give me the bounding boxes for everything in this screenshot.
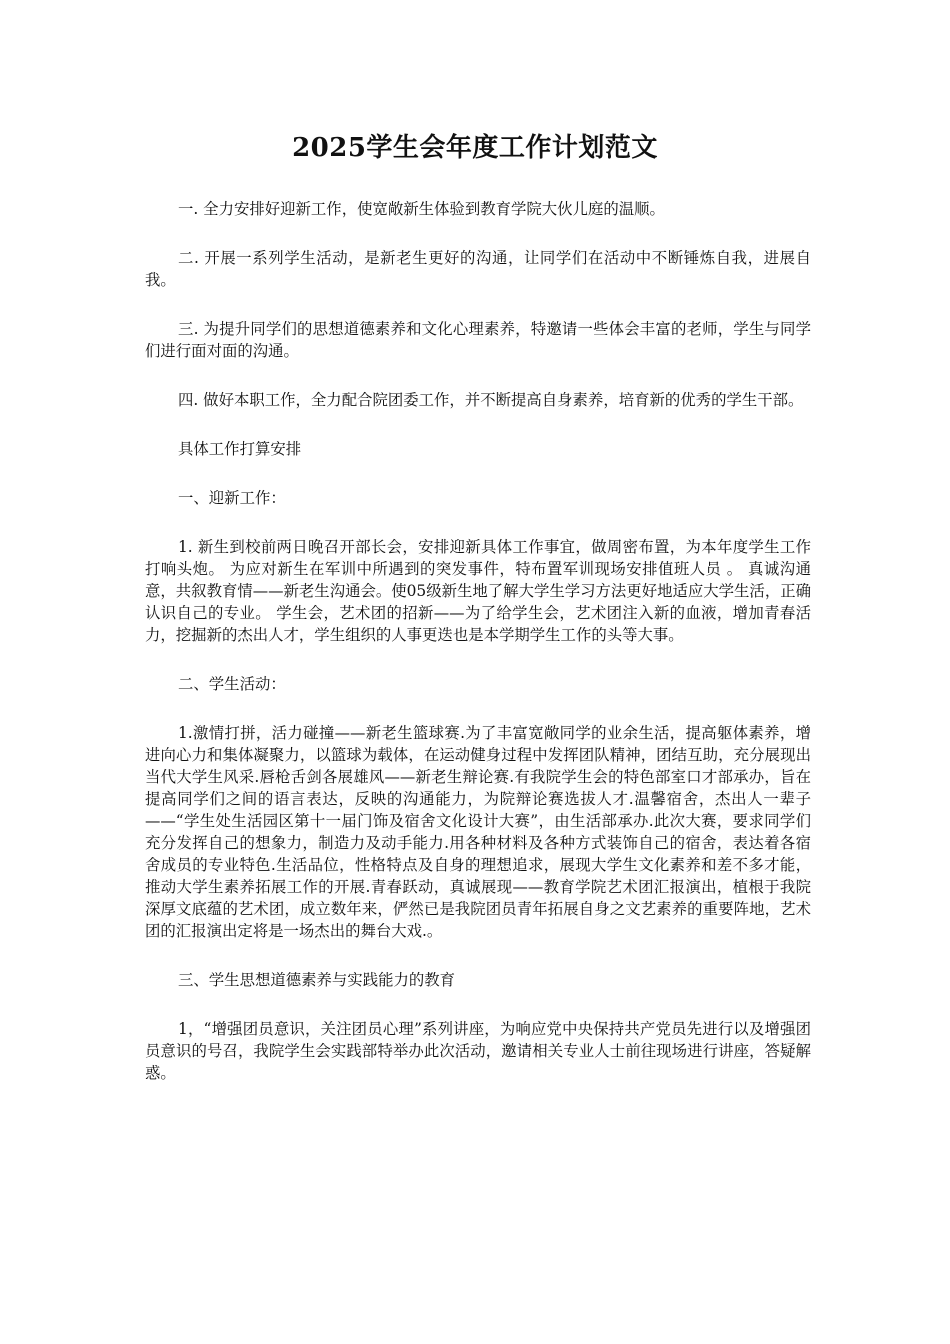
paragraph-activities: 1.激情打拼，活力碰撞——新老生篮球赛.为了丰富宽敞同学的业余生活，提高躯体素养，增进向心力和集体凝聚力，以篮球为载体，在运动健身过程中发挥团队精神，团结互助，充分展现出当代大学生风采.唇枪舌剑各展雄风——新老生辩论赛.有我院学生会的特色部室口才部承办，旨在提高同学们之间的语言表达，反映的沟通能力，为院辩论赛选拔人才.温馨宿舍，杰出人一辈子——“学生处生活园区第十一届门饰及宿舍文化设计大赛”，由生活部承办.此次大赛，要求同学们充分发挥自己的想象力，制造力及动手能力.用各种材料及各种方式装饰自己的宿舍，表达着各宿舍成员的专业特色.生活品位，性格特点及自身的理想追求，展现大学生文化素养和差不多才能，推动大学生素养拓展工作的开展.青春跃动，真诚展现——教育学院艺术团汇报演出，植根于我院深厚文底蕴的艺术团，成立数年来，俨然已是我院团员青年拓展自身之文艺素养的重要阵地，艺术团的汇报演出定将是一场杰出的舞台大戏.。 bbox=[145, 724, 811, 940]
paragraph-goal-4: 四. 做好本职工作，全力配合院团委工作，并不断提高自身素养，培育新的优秀的学生干部。 bbox=[178, 391, 804, 409]
section-heading-activities: 二、学生活动： bbox=[178, 675, 286, 693]
paragraph-education: 1，“增强团员意识，关注团员心理”系列讲座，为响应党中央保持共产党员先进行以及增强团员意识的号召，我院学生会实践部特举办此次活动，邀请相关专业人士前往现场进行讲座，答疑解惑。 bbox=[145, 1020, 811, 1082]
paragraph-goal-2: 二. 开展一系列学生活动，是新老生更好的沟通，让同学们在活动中不断锤炼自我，进展自我。 bbox=[145, 249, 811, 289]
document-body bbox=[145, 198, 811, 1111]
section-heading-plan: 具体工作打算安排 bbox=[178, 440, 302, 458]
paragraph-goal-1: 一. 全力安排好迎新工作，使宽敞新生体验到教育学院大伙儿庭的温顺。 bbox=[178, 200, 665, 218]
section-heading-education: 三、学生思想道德素养与实践能力的教育 bbox=[178, 971, 456, 989]
section-heading-orientation: 一、迎新工作： bbox=[178, 489, 286, 507]
document-title: 2025学生会年度工作计划范文 bbox=[292, 133, 658, 163]
paragraph-goal-3: 三. 为提升同学们的思想道德素养和文化心理素养，特邀请一些体会丰富的老师，学生与同学们进行面对面的沟通。 bbox=[145, 320, 811, 360]
paragraph-orientation: 1. 新生到校前两日晚召开部长会，安排迎新具体工作事宜，做周密布置，为本年度学生工作打响头炮。 为应对新生在军训中所遇到的突发事件，特布置军训现场安排值班人员 。 真诚沟通意，共叙教育情——新老生沟通会。使05级新生地了解大学生学习方法更好地适应大学生活，正确认识自己的专业。 学生会，艺术团的招新——为了给学生会，艺术团注入新的血液，增加青春活力，挖掘新的杰出人才，学生组织的人事更迭也是本学期学生工作的头等大事。 bbox=[145, 538, 811, 644]
